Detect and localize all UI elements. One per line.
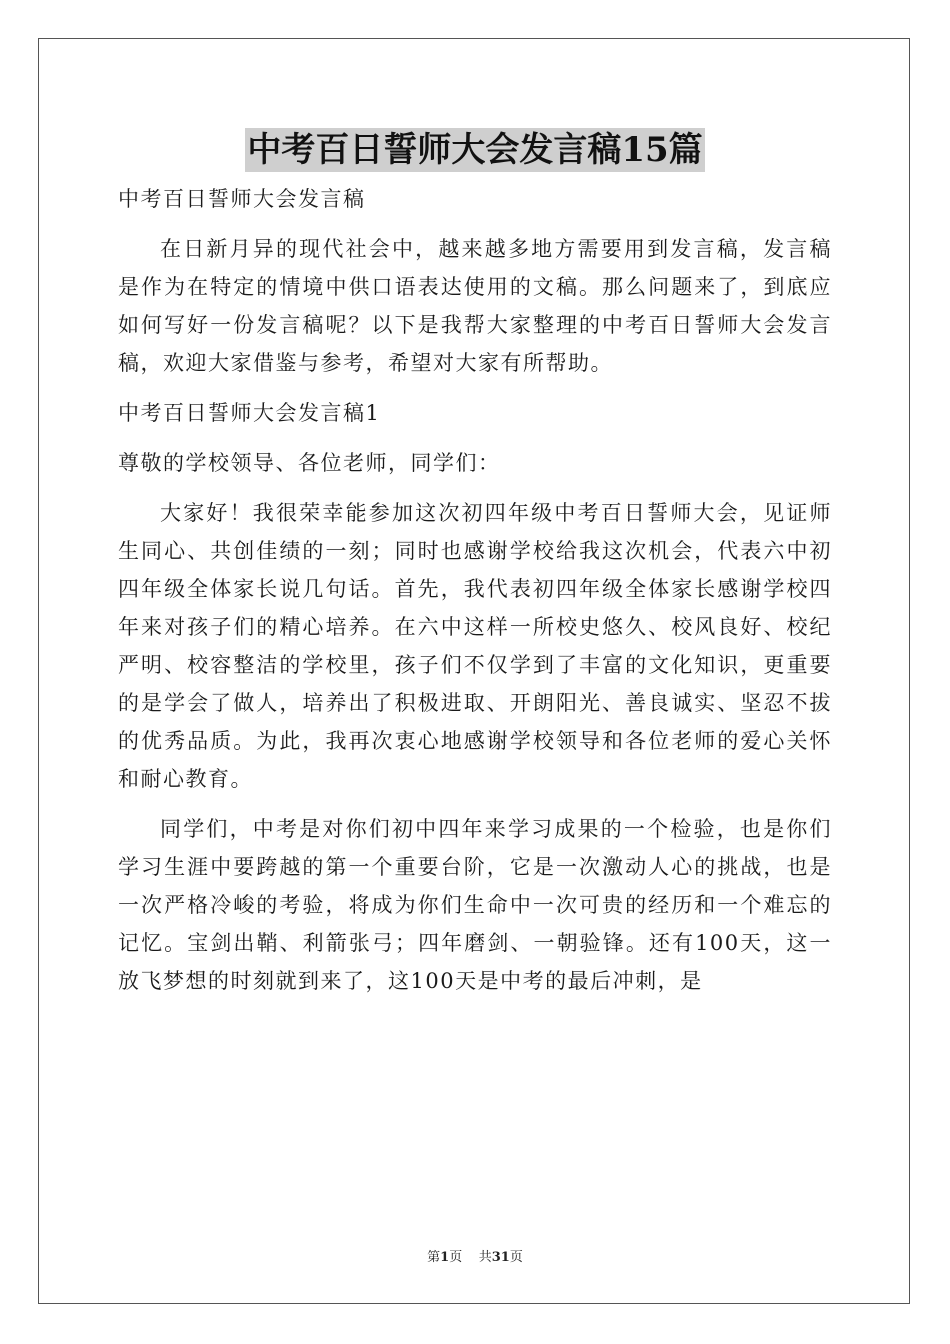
document-body [118,180,832,1012]
paragraph: 同学们，中考是对你们初中四年来学习成果的一个检验，也是你们学习生涯中要跨越的第一个重要台阶，它是一次激动人心的挑战，也是一次严格冷峻的考验，将成为你们生命中一次可贵的经历和一个难忘的记忆。宝剑出鞘、利箭张弓；四年磨剑、一朝验锋。还有100天，这一放飞梦想的时刻就到来了，这100天是中考的最后冲刺，是 [118,817,832,993]
page-footer [0,1246,950,1265]
paragraph: 尊敬的学校领导、各位老师，同学们： [118,451,501,475]
paragraph: 在日新月异的现代社会中，越来越多地方需要用到发言稿，发言稿是作为在特定的情境中供口语表达使用的文稿。那么问题来了，到底应如何写好一份发言稿呢？以下是我帮大家整理的中考百日誓师大会发言稿，欢迎大家借鉴与参考，希望对大家有所帮助。 [118,237,832,375]
total-suffix: 页 [509,1250,523,1265]
page-number: 1 [440,1250,450,1265]
total-pages: 31 [491,1250,510,1265]
paragraph: 大家好！我很荣幸能参加这次初四年级中考百日誓师大会，见证师生同心、共创佳绩的一刻；同时也感谢学校给我这次机会，代表六中初四年级全体家长说几句话。首先，我代表初四年级全体家长感谢学校四年来对孩子们的精心培养。在六中这样一所校史悠久、校风良好、校纪严明、校容整洁的学校里，孩子们不仅学到了丰富的文化知识，更重要的是学会了做人，培养出了积极进取、开朗阳光、善良诚实、坚忍不拔的优秀品质。为此，我再次衷心地感谢学校领导和各位老师的爱心关怀和耐心教育。 [118,501,832,791]
page-suffix: 页 [449,1250,463,1265]
document-title: 中考百日誓师大会发言稿15篇 [247,130,703,170]
page-prefix: 第 [427,1250,441,1265]
paragraph: 中考百日誓师大会发言稿1 [118,401,381,425]
paragraph: 中考百日誓师大会发言稿 [118,187,366,211]
title-container [0,128,950,172]
total-prefix: 共 [478,1250,492,1265]
